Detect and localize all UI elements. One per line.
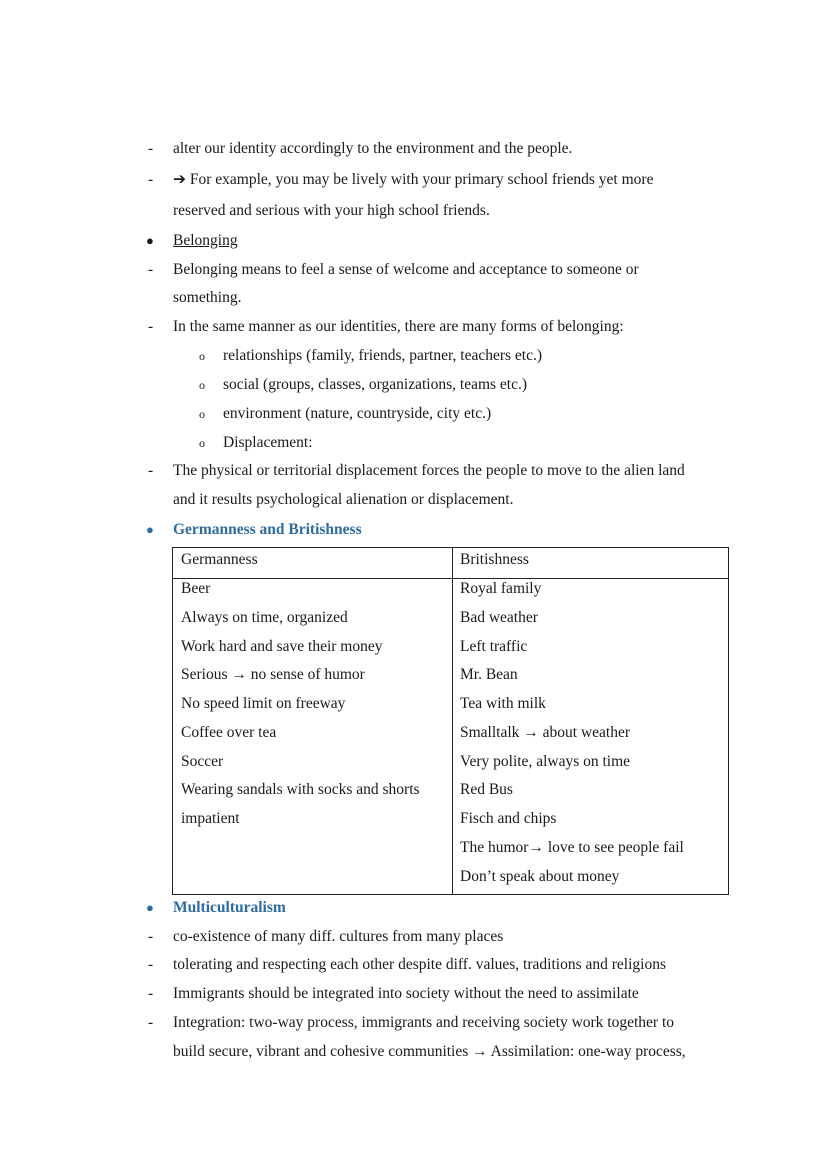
germanness-heading: Germanness and Britishness [173, 521, 362, 538]
text-line: The physical or territorial displacement forces the people to move to the alien land [173, 462, 685, 479]
bullet-marker: ● [146, 522, 154, 537]
header-divider [173, 578, 728, 579]
dash-marker: - [148, 318, 154, 335]
text-line: tolerating and respecting each other despite diff. values, traditions and religions [173, 956, 666, 973]
bullet-marker: ● [146, 900, 154, 915]
text-line: Integration: two-way process, immigrants and receiving society work together to [173, 1014, 675, 1031]
text-line: alter our identity accordingly to the environment and the people. [173, 140, 573, 157]
multiculturalism-heading: Multiculturalism [173, 899, 286, 916]
comparison-table [172, 547, 729, 895]
table-cell: Work hard and save their money [181, 638, 383, 655]
table-cell: impatient [181, 810, 240, 827]
text-line: In the same manner as our identities, there are many forms of belonging: [173, 318, 624, 335]
table-cell: The humor→ love to see people fail [460, 839, 684, 856]
bullet-marker: ● [146, 233, 154, 248]
column-divider [452, 548, 453, 894]
table-cell: Serious → no sense of humor [181, 666, 365, 683]
table-cell: Mr. Bean [460, 666, 518, 683]
sub-item: social (groups, classes, organizations, teams etc.) [223, 376, 528, 393]
text-line: build secure, vibrant and cohesive communities → Assimilation: one-way process, [173, 1043, 686, 1060]
table-cell: Smalltalk → about weather [460, 724, 631, 741]
belonging-heading: Belonging [173, 232, 238, 249]
table-cell: Very polite, always on time [460, 753, 631, 770]
circle-marker: o [199, 349, 205, 363]
table-header: Germanness [181, 551, 258, 568]
sub-item: environment (nature, countryside, city etc.) [223, 405, 492, 422]
text-line: and it results psychological alienation or displacement. [173, 491, 514, 508]
table-cell: Fisch and chips [460, 810, 557, 827]
text-line: ➔ For example, you may be lively with your primary school friends yet more [173, 171, 654, 188]
table-cell: Wearing sandals with socks and shorts [181, 781, 420, 798]
dash-marker: - [148, 956, 154, 973]
text-line: something. [173, 289, 242, 306]
text-line: Belonging means to feel a sense of welcome and acceptance to someone or [173, 261, 639, 278]
dash-marker: - [148, 171, 154, 188]
table-cell: Don’t speak about money [460, 868, 620, 885]
table-cell: Left traffic [460, 638, 528, 655]
dash-marker: - [148, 261, 154, 278]
dash-marker: - [148, 462, 154, 479]
table-cell: Soccer [181, 753, 224, 770]
dash-marker: - [148, 140, 154, 157]
circle-marker: o [199, 407, 205, 421]
sub-item: Displacement: [223, 434, 313, 451]
text-line: reserved and serious with your high school friends. [173, 202, 490, 219]
dash-marker: - [148, 985, 154, 1002]
table-cell: No speed limit on freeway [181, 695, 346, 712]
text-line: Immigrants should be integrated into society without the need to assimilate [173, 985, 639, 1002]
circle-marker: o [199, 378, 205, 392]
table-header: Britishness [460, 551, 529, 568]
table-cell: Red Bus [460, 781, 513, 798]
dash-marker: - [148, 1014, 154, 1031]
table-cell: Always on time, organized [181, 609, 348, 626]
text-line: co-existence of many diff. cultures from many places [173, 928, 504, 945]
table-cell: Royal family [460, 580, 542, 597]
table-cell: Tea with milk [460, 695, 546, 712]
circle-marker: o [199, 436, 205, 450]
table-cell: Beer [181, 580, 211, 597]
sub-item: relationships (family, friends, partner, teachers etc.) [223, 347, 543, 364]
table-cell: Bad weather [460, 609, 538, 626]
dash-marker: - [148, 928, 154, 945]
table-cell: Coffee over tea [181, 724, 277, 741]
